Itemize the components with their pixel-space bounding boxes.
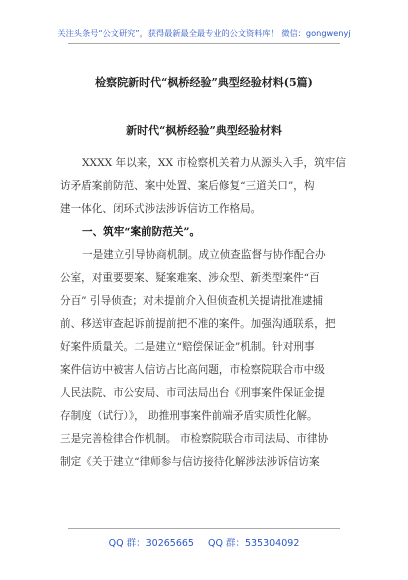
paragraph-line: 制定《关于建立“律师参与信访接待化解涉法涉诉信访案 bbox=[60, 456, 320, 468]
footer bbox=[0, 535, 408, 549]
paragraph-line: 一是建立引导协商机制。成立侦查监督与协作配合办 bbox=[82, 249, 326, 261]
document-title: 检察院新时代“枫桥经验”典型经验材料(5篇) bbox=[95, 76, 313, 89]
paragraph-line: 存制度（试行）》， 助推刑事案件前端矛盾实质性化解。 bbox=[60, 410, 318, 422]
paragraph-line: 访矛盾案前防范、案中处置、案后修复“三道关口”，构 bbox=[60, 180, 315, 192]
paragraph-line: 前、移送审查起诉前提前把不准的案件。加强沟通联系，把 bbox=[60, 318, 336, 330]
paragraph-line: 分百” 引导侦查；对未提前介入但侦查机关提请批准逮捕 bbox=[60, 295, 324, 307]
footer-divider bbox=[68, 528, 340, 529]
paragraph-line: 人民法院、市公安局、市司法局出台《刑事案件保证金提 bbox=[60, 387, 325, 399]
header-divider bbox=[68, 43, 340, 44]
paragraph-line: 公室，对重要要案、疑案难案、涉众型、新类型案件“百 bbox=[60, 272, 320, 284]
footer-qq-group-1: QQ 群：30265665 bbox=[108, 538, 194, 549]
footer-qq-group-2: QQ 群：535304092 bbox=[207, 538, 300, 549]
section-title: 新时代“枫桥经验”典型经验材料 bbox=[126, 124, 282, 137]
paragraph-line: 案件信访中被害人信访占比高问题，市检察院联合市中级 bbox=[60, 364, 325, 376]
body-text bbox=[60, 152, 352, 474]
paragraph-line: XXXX 年以来，XX 市检察机关着力从源头入手，筑牢信 bbox=[82, 157, 346, 169]
paragraph-line: 三是完善检律合作机制。 市检察院联合市司法局、市律协 bbox=[60, 433, 329, 445]
section-heading: 一、筑牢“案前防范关”。 bbox=[82, 226, 201, 238]
paragraph-line: 建一体化、闭环式涉法涉诉信访工作格局。 bbox=[60, 203, 262, 215]
paragraph-line: 好案件质量关。二是建立“赔偿保证金”机制。针对刑事 bbox=[60, 341, 315, 353]
header-note: 关注头条号“公文研究”，获得最新最全最专业的公文资料库！ 微信：gongwenyj bbox=[57, 28, 351, 38]
